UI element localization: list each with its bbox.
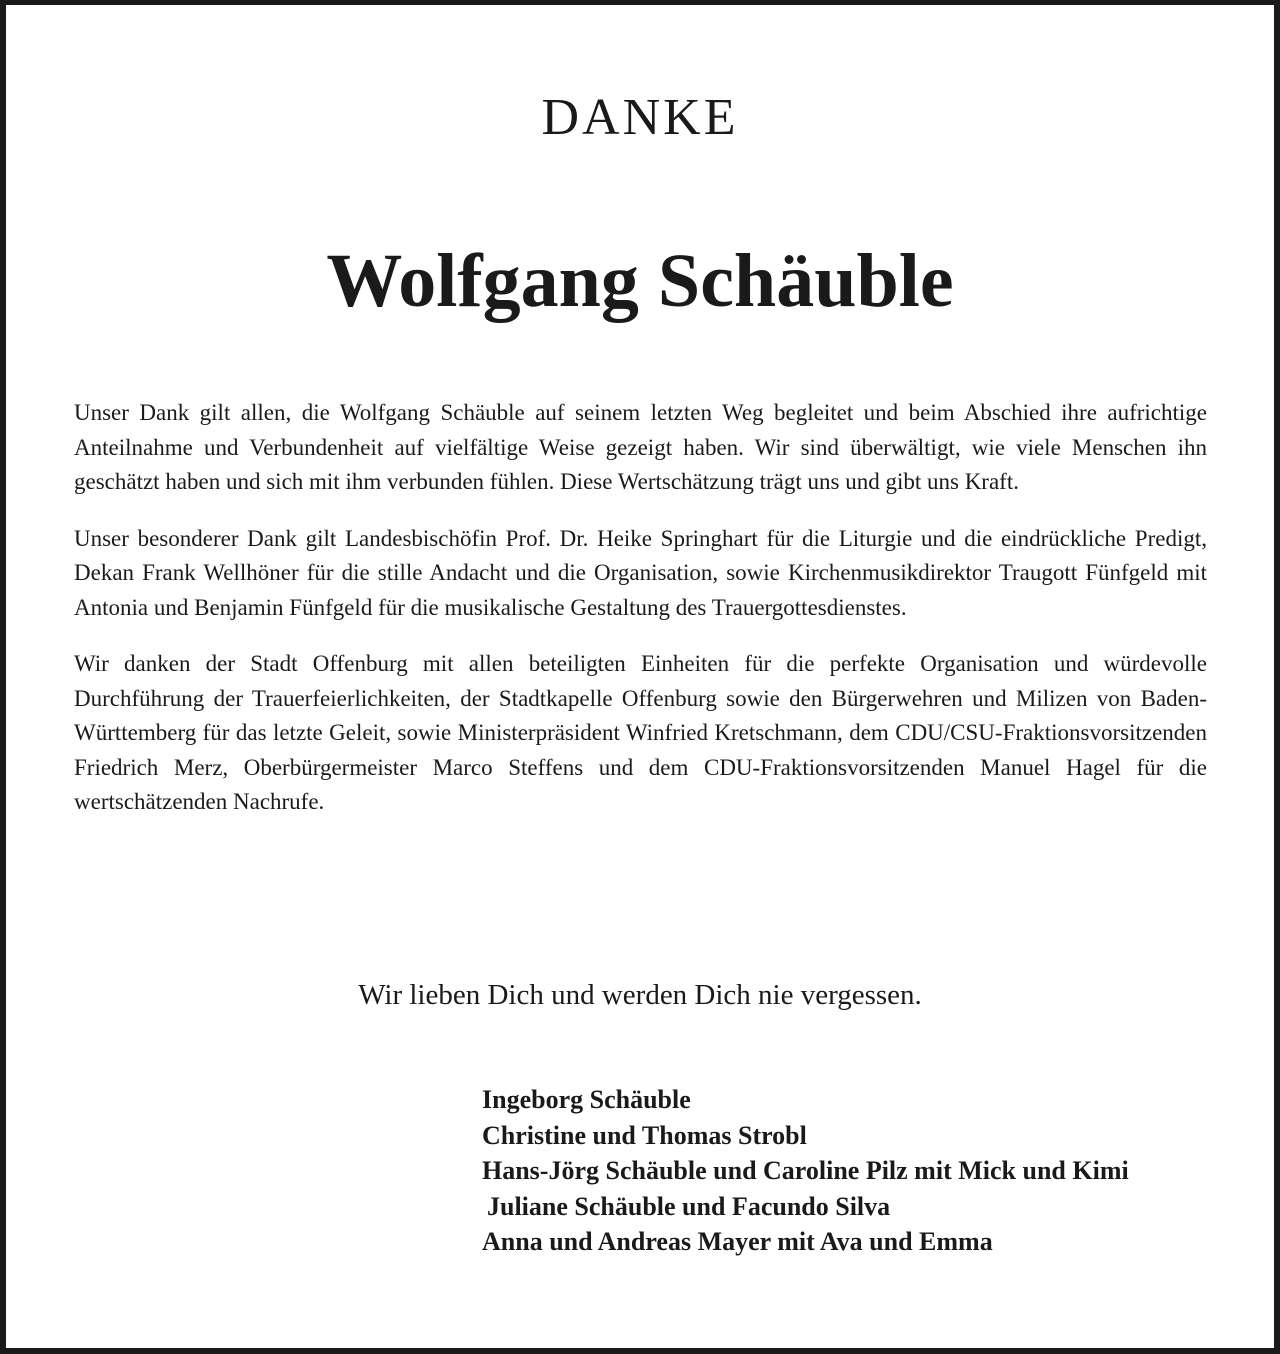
paragraph-general-thanks: Unser Dank gilt allen, die Wolfgang Schäuble auf seinem letzten Weg begleitet und beim Abschied ihre aufrichtige Anteilnahme und Verbundenheit auf vielfältige Weise gezeigt haben. Wir sind überwältigt, wie viele Menschen ihn geschätzt haben und sich mit ihm verbunden fühlen. Diese Wertschätzung trägt uns und gibt uns Kraft.: [74, 400, 1207, 494]
closing-line: Wir lieben Dich und werden Dich nie vergessen.: [358, 979, 922, 1011]
paragraph-church-thanks: Unser besonderer Dank gilt Landesbischöfin Prof. Dr. Heike Springhart für die Liturgie und die eindrückliche Predigt, Dekan Frank Wellhöner für die stille Andacht und die Organisation, sowie Kirchenmusikdirektor Traugott Fünfgeld mit Antonia und Benjamin Fünfgeld für die musikalische Gestaltung des Trauergottesdienstes.: [74, 525, 1207, 620]
signer: Ingeborg Schäuble: [482, 1085, 691, 1114]
deceased-name: Wolfgang Schäuble: [326, 239, 954, 323]
signer: Christine und Thomas Strobl: [482, 1120, 807, 1150]
signer: Juliane Schäuble und Facundo Silva: [487, 1191, 891, 1221]
paragraph-city-thanks: Wir danken der Stadt Offenburg mit allen beteiligten Einheiten für die perfekte Organisation und würdevolle Durchführung der Trauerfeierlichkeiten, der Stadtkapelle Offenburg sowie den Bürgerwehren und Milizen von Baden-Württemberg für das letzte Geleit, sowie Ministerpräsident Winfried Kretschmann, dem CDU/CSU-Fraktionsvorsitzenden Friedrich Merz, Oberbürgermeister Marco Steffens und dem CDU-Fraktionsvorsitzenden Manuel Hagel für die wertschätzenden Nachrufe.: [74, 651, 1207, 814]
signer: Hans-Jörg Schäuble und Caroline Pilz mit Mick und Kimi: [482, 1156, 1129, 1185]
thank-you-text: [74, 396, 1207, 842]
signers-list: [482, 1082, 1129, 1260]
signer: Anna und Andreas Mayer mit Ava und Emma: [482, 1227, 993, 1256]
notice-heading: DANKE: [541, 89, 739, 146]
